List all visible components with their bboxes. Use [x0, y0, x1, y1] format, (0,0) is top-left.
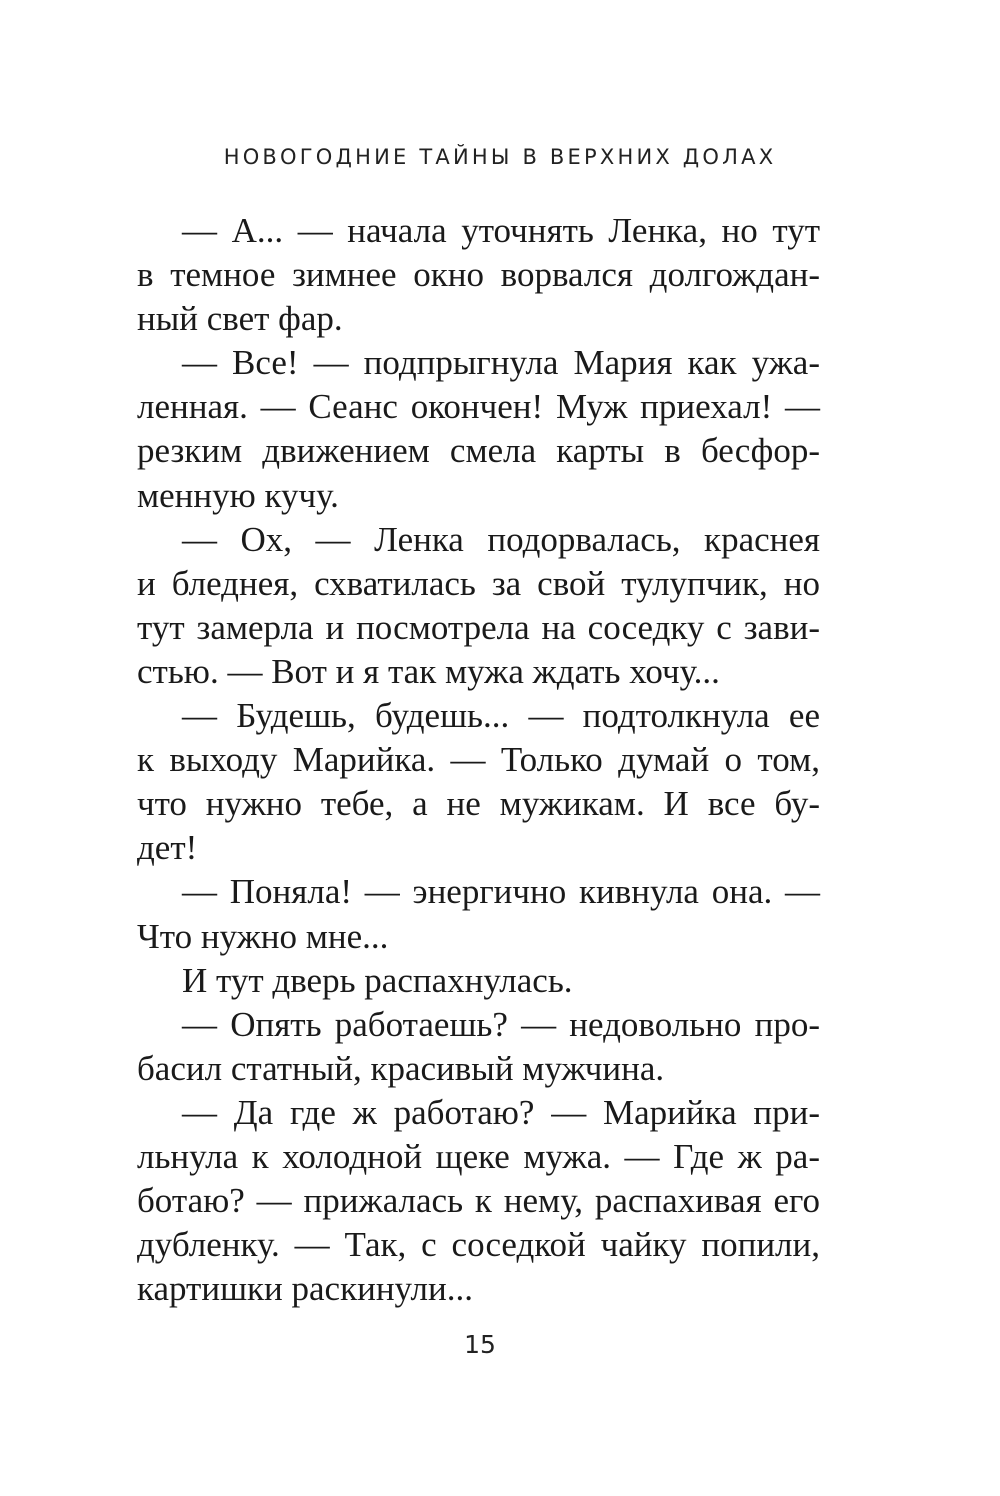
- text-line: что нужно тебе, а не мужикам. И все бу-: [137, 784, 820, 824]
- text-line: Что нужно мне...: [137, 916, 389, 956]
- text-line: — Да где ж работаю? — Марийка при-: [182, 1092, 820, 1132]
- text-line: И тут дверь распахнулась.: [182, 960, 573, 1000]
- text-line: — А... — начала уточнять Ленка, но тут: [182, 211, 820, 250]
- text-line: менную кучу.: [137, 475, 339, 515]
- text-line: стью. — Вот и я так мужа ждать хочу...: [137, 651, 720, 691]
- text-line: — Поняла! — энергично кивнула она. —: [182, 872, 820, 912]
- text-line: — Ох, — Ленка подорвалась, краснея: [182, 519, 820, 559]
- text-line: — Будешь, будешь... — подтолкнула ее: [182, 696, 820, 736]
- text-line: — Все! — подпрыгнула Мария как ужа-: [182, 343, 820, 383]
- text-line: басил статный, красивый мужчина.: [137, 1048, 665, 1088]
- text-line: резким движением смела карты в бесфор-: [137, 431, 820, 471]
- running-head-title: НОВОГОДНИЕ ТАЙНЫ В ВЕРХНИХ ДОЛАХ: [223, 145, 777, 169]
- text-line: дубленку. — Так, с соседкой чайку попили,: [137, 1225, 820, 1265]
- text-line: тут замерла и посмотрела на соседку с зави-: [137, 607, 820, 647]
- text-line: к выходу Марийка. — Только думай о том,: [137, 740, 820, 780]
- text-line: дет!: [137, 828, 198, 868]
- text-line: льнула к холодной щеке мужа. — Где ж ра-: [137, 1136, 820, 1176]
- text-line: и бледнея, схватилась за свой тулупчик, но: [137, 563, 820, 603]
- text-line: картишки раскинули...: [137, 1269, 473, 1309]
- text-line: — Опять работаешь? — недовольно про-: [182, 1004, 820, 1044]
- page-number: 15: [464, 1330, 496, 1359]
- text-line: ный свет фар.: [137, 299, 343, 339]
- text-line: ботаю? — прижалась к нему, распахивая его: [137, 1181, 820, 1221]
- text-line: ленная. — Сеанс окончен! Муж приехал! —: [137, 387, 820, 427]
- text-line: в темное зимнее окно ворвался долгождан-: [137, 255, 820, 295]
- body-text: [137, 209, 820, 1311]
